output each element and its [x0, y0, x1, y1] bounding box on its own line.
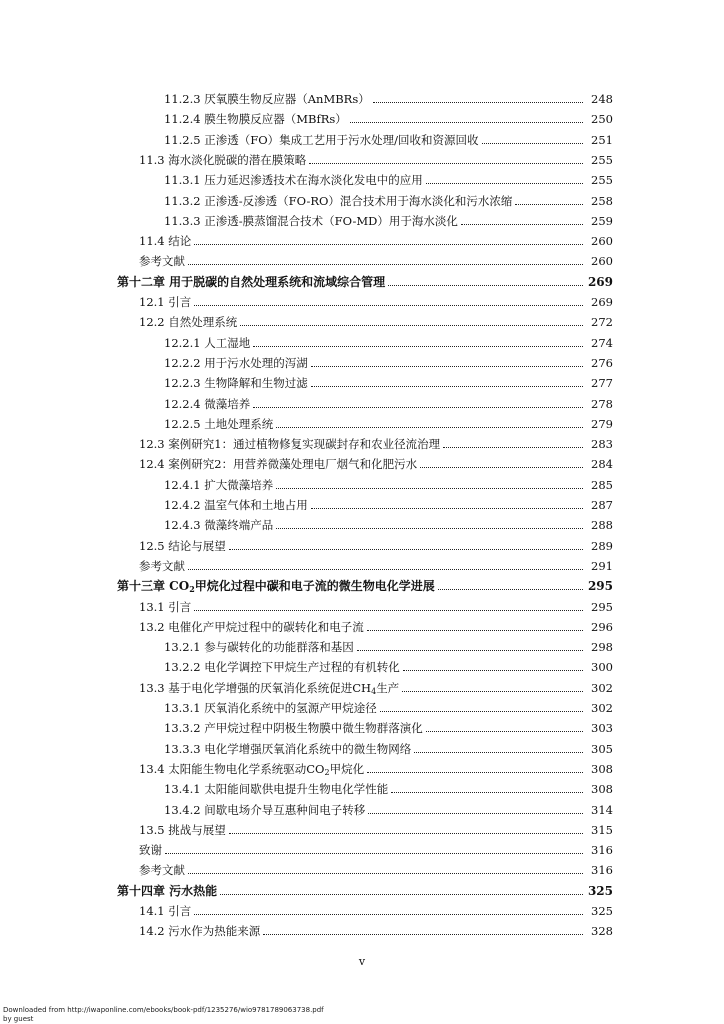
toc-dot-leader: [403, 669, 583, 671]
toc-entry-title-text: 第十三章 CO: [117, 579, 190, 593]
toc-entry-title: [139, 600, 191, 614]
toc-dot-leader: [414, 751, 583, 753]
toc-dot-leader: [253, 406, 583, 408]
toc-entry-title: [139, 904, 191, 918]
toc-entry-title: [164, 376, 308, 390]
toc-page-number: 315: [591, 823, 613, 837]
toc-subsection-entry[interactable]: [164, 512, 613, 532]
toc-dot-leader: [276, 426, 583, 428]
toc-subsection-entry[interactable]: [164, 736, 613, 756]
toc-section-entry[interactable]: [139, 898, 613, 918]
toc-dot-leader: [426, 730, 583, 732]
toc-subsection-entry[interactable]: [164, 86, 613, 106]
toc-dot-leader: [482, 142, 583, 144]
toc-page-number: 277: [591, 376, 613, 390]
toc-entry-title: [139, 539, 226, 553]
toc-page-number: 289: [591, 539, 613, 553]
toc-entry-title: [164, 194, 512, 208]
toc-page-number: 288: [591, 518, 613, 532]
toc-entry-title: [164, 478, 273, 492]
toc-entry-title: [139, 254, 185, 268]
toc-page-number: 314: [591, 803, 613, 817]
toc-entry-title-text: 12.5 结论与展望: [139, 539, 226, 553]
toc-dot-leader: [426, 182, 583, 184]
toc-entry-title: [164, 173, 423, 187]
toc-section-entry[interactable]: [139, 248, 613, 268]
toc-section-entry[interactable]: [139, 533, 613, 553]
toc-subsection-entry[interactable]: [164, 350, 613, 370]
toc-entry-title: [139, 863, 185, 877]
toc-dot-leader: [402, 690, 583, 692]
toc-entry-title: [139, 924, 260, 938]
toc-subsection-entry[interactable]: [164, 715, 613, 735]
toc-page-number: 269: [591, 295, 613, 309]
toc-section-entry[interactable]: [139, 309, 613, 329]
toc-entry-title: [117, 884, 217, 898]
toc-dot-leader: [311, 507, 583, 509]
toc-dot-leader: [220, 893, 583, 895]
toc-entry-title: [139, 457, 417, 471]
toc-dot-leader: [253, 345, 583, 347]
toc-dot-leader: [229, 832, 583, 834]
toc-page-number: 328: [591, 924, 613, 938]
toc-subsection-entry[interactable]: [164, 695, 613, 715]
toc-entry-title-text: 13.3.1 厌氧消化系统中的氢源产甲烷途径: [164, 701, 377, 715]
toc-entry-title: [164, 336, 250, 350]
toc-entry-title-text: 11.2.3 厌氧膜生物反应器（AnMBRs）: [164, 92, 370, 106]
toc-entry-title-text: 12.2.1 人工湿地: [164, 336, 251, 350]
toc-page-number: 279: [591, 417, 613, 431]
toc-dot-leader: [357, 649, 583, 651]
toc-entry-title-text: 14.1 引言: [139, 904, 192, 918]
toc-entry-title-text: 13.2.1 参与碳转化的功能群落和基因: [164, 640, 354, 654]
toc-section-entry[interactable]: [139, 431, 613, 451]
toc-page-number: 274: [591, 336, 613, 350]
toc-page-number: 287: [591, 498, 613, 512]
toc-dot-leader: [309, 162, 583, 164]
toc-dot-leader: [388, 284, 583, 286]
toc-entry-subscript: 2: [324, 768, 330, 777]
toc-entry-title-text: 12.4.2 温室气体和土地占用: [164, 498, 308, 512]
toc-page-number: 255: [591, 153, 613, 167]
toc-entry-title-text: 12.2.4 微藻培养: [164, 397, 251, 411]
toc-entry-title-text: 13.3.2 产甲烷过程中阴极生物膜中微生物群落演化: [164, 721, 423, 735]
toc-section-entry[interactable]: [139, 614, 613, 634]
toc-section-entry[interactable]: [139, 289, 613, 309]
toc-entry-title-text: 参考文献: [139, 559, 185, 573]
toc-dot-leader: [229, 548, 583, 550]
toc-entry-title-text: 12.2.3 生物降解和生物过滤: [164, 376, 308, 390]
toc-subsection-entry[interactable]: [164, 127, 613, 147]
toc-page-number: 303: [591, 721, 613, 735]
toc-entry-title-text: 12.2.2 用于污水处理的泻湖: [164, 356, 308, 370]
toc-page-number: 251: [591, 133, 613, 147]
toc-subsection-entry[interactable]: [164, 208, 613, 228]
toc-dot-leader: [367, 629, 583, 631]
toc-dot-leader: [380, 710, 583, 712]
toc-entry-title: [164, 112, 347, 126]
toc-section-entry[interactable]: [139, 553, 613, 573]
toc-subsection-entry[interactable]: [164, 330, 613, 350]
footer-guest-line: by guest: [3, 1015, 34, 1023]
toc-page-number: 285: [591, 478, 613, 492]
toc-subsection-entry[interactable]: [164, 188, 613, 208]
toc-page-number: 258: [591, 194, 613, 208]
footer-source-line: Downloaded from http://iwaponline.com/ebooks/book-pdf/1235276/wio9781789063738.pdf: [3, 1006, 324, 1014]
toc-entry-title: [117, 579, 435, 593]
toc-entry-title: [164, 782, 388, 796]
toc-page-number: 284: [591, 457, 613, 471]
toc-page-number: 305: [591, 742, 613, 756]
toc-entry-title-text: 12.4.3 微藻终端产品: [164, 518, 274, 532]
toc-page-number: 316: [591, 843, 613, 857]
toc-entry-title-text: 11.4 结论: [139, 234, 192, 248]
toc-entry-title-text: 13.4.2 间歇电场介导互惠种间电子转移: [164, 803, 366, 817]
toc-entry-title: [164, 721, 423, 735]
page-number: v: [358, 955, 366, 968]
toc-page-number: 298: [591, 640, 613, 654]
toc-entry-title: [164, 397, 250, 411]
toc-entry-title: [139, 620, 364, 634]
toc-entry-title-text: 11.2.4 膜生物膜反应器（MBfRs）: [164, 112, 347, 126]
toc-page-number: 300: [591, 660, 613, 674]
toc-entry-title-text: 13.2 电催化产甲烷过程中的碳转化和电子流: [139, 620, 364, 634]
toc-entry-title-text: 13.3 基于电化学增强的厌氧消化系统促进CH: [139, 681, 372, 695]
toc-subsection-entry[interactable]: [164, 776, 613, 796]
toc-page-number: 255: [591, 173, 613, 187]
toc-entry-title-text: 13.4.1 太阳能间歇供电提升生物电化学性能: [164, 782, 389, 796]
toc-entry-title: [164, 640, 354, 654]
toc-entry-title: [164, 742, 411, 756]
toc-page-number: 250: [591, 112, 613, 126]
toc-dot-leader: [188, 872, 583, 874]
toc-section-entry[interactable]: [139, 857, 613, 877]
toc-dot-leader: [373, 101, 583, 103]
toc-entry-title: [139, 234, 191, 248]
toc-dot-leader: [461, 223, 583, 225]
toc-entry-title: [139, 437, 440, 451]
toc-dot-leader: [240, 324, 583, 326]
toc-subsection-entry[interactable]: [164, 106, 613, 126]
toc-page-number: 308: [591, 762, 613, 776]
toc-entry-title: [164, 356, 308, 370]
toc-subsection-entry[interactable]: [164, 370, 613, 390]
toc-entry-title-text: 参考文献: [139, 863, 185, 877]
toc-section-entry[interactable]: [139, 594, 613, 614]
toc-entry-title-text: 12.4 案例研究2：用营养微藻处理电厂烟气和化肥污水: [139, 457, 418, 471]
toc-entry-title: [164, 92, 370, 106]
toc-dot-leader: [311, 385, 583, 387]
toc-section-entry[interactable]: [139, 228, 613, 248]
toc-dot-leader: [443, 446, 583, 448]
toc-entry-title: [164, 803, 365, 817]
toc-page-number: 269: [587, 275, 613, 289]
toc-page-number: 276: [591, 356, 613, 370]
toc-dot-leader: [276, 527, 583, 529]
toc-subsection-entry[interactable]: [164, 634, 613, 654]
toc-section-entry[interactable]: [139, 675, 613, 695]
toc-entry-title: [139, 681, 399, 695]
toc-page-number: 260: [591, 234, 613, 248]
toc-page-number: 272: [591, 315, 613, 329]
toc-entry-title: [164, 417, 273, 431]
toc-dot-leader: [276, 487, 583, 489]
toc-section-entry[interactable]: [139, 837, 613, 857]
toc-page-number: 308: [591, 782, 613, 796]
toc-entry-title: [164, 701, 377, 715]
toc-entry-title-text: 12.2.5 土地处理系统: [164, 417, 274, 431]
toc-subsection-entry[interactable]: [164, 411, 613, 431]
toc-entry-title-text: 11.3.2 正渗透-反渗透（FO-RO）混合技术用于海水淡化和污水浓缩: [164, 194, 513, 208]
toc-entry-title: [139, 762, 364, 776]
toc-dot-leader: [350, 121, 583, 123]
toc-entry-title: [164, 214, 458, 228]
toc-page-number: 325: [587, 884, 613, 898]
toc-entry-title-text: 13.4 太阳能生物电化学系统驱动CO: [139, 762, 325, 776]
toc-dot-leader: [420, 466, 583, 468]
download-footer: [3, 1006, 324, 1024]
toc-entry-title-text: 13.3.3 电化学增强厌氧消化系统中的微生物网络: [164, 742, 412, 756]
toc-page-number: 295: [587, 579, 613, 593]
toc-entry-title-text: 致谢: [139, 843, 162, 857]
toc-entry-title: [164, 133, 479, 147]
toc-entry-title-text: 甲烷化过程中碳和电子流的微生物电化学进展: [194, 579, 435, 593]
toc-entry-title: [139, 295, 191, 309]
toc-entry-title-text: 甲烷化: [329, 762, 365, 776]
toc-entry-title-text: 第十二章 用于脱碳的自然处理系统和流域综合管理: [117, 275, 386, 289]
toc-page-number: 302: [591, 681, 613, 695]
toc-entry-title-text: 11.2.5 正渗透（FO）集成工艺用于污水处理/回收和资源回收: [164, 133, 479, 147]
toc-entry-title: [164, 518, 273, 532]
toc-page-number: 325: [591, 904, 613, 918]
toc-entry-title-text: 12.3 案例研究1：通过植物修复实现碳封存和农业径流治理: [139, 437, 441, 451]
toc-entry-title-text: 第十四章 污水热能: [117, 884, 218, 898]
toc-dot-leader: [165, 852, 583, 854]
toc-dot-leader: [188, 568, 583, 570]
toc-section-entry[interactable]: [139, 918, 613, 938]
toc-subsection-entry[interactable]: [164, 492, 613, 512]
toc-entry-title-text: 12.4.1 扩大微藻培养: [164, 478, 274, 492]
toc-entry-title-text: 参考文献: [139, 254, 185, 268]
toc-entry-subscript: 2: [189, 584, 195, 594]
toc-entry-title: [164, 660, 400, 674]
toc-subsection-entry[interactable]: [164, 472, 613, 492]
toc-dot-leader: [391, 791, 583, 793]
toc-section-entry[interactable]: [139, 756, 613, 776]
toc-dot-leader: [515, 203, 583, 205]
toc-entry-title-text: 13.1 引言: [139, 600, 192, 614]
toc-chapter-entry[interactable]: [117, 878, 613, 898]
toc-dot-leader: [194, 304, 583, 306]
toc-dot-leader: [263, 933, 583, 935]
toc-dot-leader: [188, 263, 583, 265]
toc-dot-leader: [194, 913, 583, 915]
toc-dot-leader: [438, 588, 583, 590]
toc-entry-title: [139, 843, 162, 857]
toc-subsection-entry[interactable]: [164, 167, 613, 187]
toc-entry-title: [139, 823, 226, 837]
toc-entry-title-text: 11.3.1 压力延迟渗透技术在海水淡化发电中的应用: [164, 173, 423, 187]
toc-entry-title: [139, 559, 185, 573]
toc-entry-title: [164, 498, 308, 512]
toc-section-entry[interactable]: [139, 817, 613, 837]
toc-page-number: 278: [591, 397, 613, 411]
toc-page-number: 283: [591, 437, 613, 451]
toc-dot-leader: [194, 243, 583, 245]
toc-entry-title-text: 11.3.3 正渗透-膜蒸馏混合技术（FO-MD）用于海水淡化: [164, 214, 458, 228]
toc-page-number: 295: [591, 600, 613, 614]
toc-page-number: 259: [591, 214, 613, 228]
toc-entry-title-text: 11.3 海水淡化脱碳的潜在膜策略: [139, 153, 307, 167]
toc-subsection-entry[interactable]: [164, 654, 613, 674]
toc-dot-leader: [367, 771, 583, 773]
toc-subsection-entry[interactable]: [164, 797, 613, 817]
toc-entry-title-text: 14.2 污水作为热能来源: [139, 924, 261, 938]
toc-entry-title-text: 13.2.2 电化学调控下甲烷生产过程的有机转化: [164, 660, 400, 674]
toc-entry-title-text: 12.2 自然处理系统: [139, 315, 238, 329]
toc-chapter-entry[interactable]: [117, 269, 613, 289]
toc-entry-title: [117, 275, 385, 289]
toc-page-number: 248: [591, 92, 613, 106]
toc-page-number: 291: [591, 559, 613, 573]
toc-dot-leader: [311, 365, 583, 367]
toc-dot-leader: [368, 812, 583, 814]
toc-entry-subscript: 4: [371, 687, 377, 696]
toc-page-number: 296: [591, 620, 613, 634]
toc-subsection-entry[interactable]: [164, 391, 613, 411]
toc-entry-title-text: 13.5 挑战与展望: [139, 823, 226, 837]
toc-entry-title: [139, 315, 237, 329]
toc-dot-leader: [194, 609, 583, 611]
toc-page-number: 302: [591, 701, 613, 715]
toc-entry-title-text: 生产: [376, 681, 400, 695]
toc-section-entry[interactable]: [139, 451, 613, 471]
toc-entry-title-text: 12.1 引言: [139, 295, 192, 309]
toc-entry-title: [139, 153, 306, 167]
toc-section-entry[interactable]: [139, 147, 613, 167]
toc-page-number: 260: [591, 254, 613, 268]
toc-chapter-entry[interactable]: [117, 573, 613, 593]
toc-page-number: 316: [591, 863, 613, 877]
